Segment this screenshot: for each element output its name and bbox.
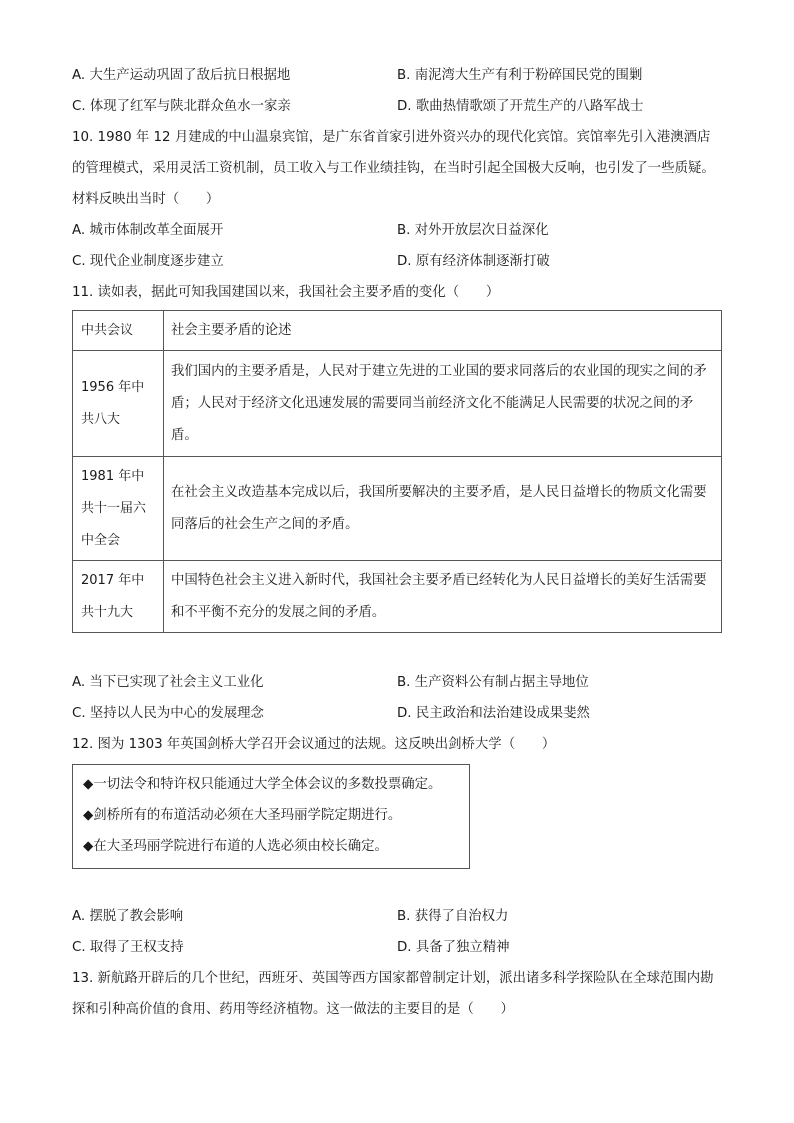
- q13-stem: 13. 新航路开辟后的几个世纪，西班牙、英国等西方国家都曾制定计划，派出诸多科学探险队在全球范围内勘探和引种高价值的食用、药用等经济植物。这一做法的主要目的是（ ）: [72, 971, 714, 1017]
- q10-option-d[interactable]: D. 原有经济体制逐渐打破: [397, 254, 550, 269]
- q9-option-d[interactable]: D. 歌曲热情歌颂了开荒生产的八路军战士: [397, 99, 644, 114]
- regulation-item: ◆剑桥所有的布道活动必须在大圣玛丽学院定期进行。: [83, 808, 402, 823]
- q11-option-b[interactable]: B. 生产资料公有制占据主导地位: [397, 675, 589, 690]
- q12-option-c[interactable]: C. 取得了王权支持: [72, 940, 184, 955]
- q11-option-c[interactable]: C. 坚持以人民为中心的发展理念: [72, 706, 264, 721]
- table-row: [73, 351, 722, 457]
- table-cell-meeting: 1981 年中共十一届六中全会: [73, 457, 164, 561]
- q12-options: [72, 901, 722, 963]
- q11-option-a[interactable]: A. 当下已实现了社会主义工业化: [72, 675, 264, 690]
- q11-table: [72, 310, 722, 633]
- q11-option-d[interactable]: D. 民主政治和法治建设成果斐然: [397, 706, 590, 721]
- q9-option-b[interactable]: B. 南泥湾大生产有利于粉碎国民党的围剿: [397, 68, 643, 83]
- q12-stem: 12. 图为 1303 年英国剑桥大学召开会议通过的法规。这反映出剑桥大学（ ）: [72, 737, 556, 752]
- q12-option-a[interactable]: A. 摆脱了教会影响: [72, 909, 184, 924]
- q9-option-a[interactable]: A. 大生产运动巩固了敌后抗日根据地: [72, 68, 291, 83]
- q9-options: [72, 60, 722, 122]
- table-header-cell: 社会主要矛盾的论述: [164, 311, 722, 351]
- q10-option-b[interactable]: B. 对外开放层次日益深化: [397, 223, 549, 238]
- q10-options: [72, 215, 722, 277]
- table-cell-statement: 在社会主义改造基本完成以后，我国所要解决的主要矛盾，是人民日益增长的物质文化需要同落后的社会生产之间的矛盾。: [164, 457, 722, 561]
- table-cell-meeting: 1956 年中共八大: [73, 351, 164, 457]
- table-cell-statement: 我们国内的主要矛盾是，人民对于建立先进的工业国的要求同落后的农业国的现实之间的矛盾；人民对于经济文化迅速发展的需要同当前经济文化不能满足人民需要的状况之间的矛盾。: [164, 351, 722, 457]
- q10-stem: 10. 1980 年 12 月建成的中山温泉宾馆，是广东省首家引进外资兴办的现代化宾馆。宾馆率先引入港澳酒店的管理模式，采用灵活工资机制，员工收入与工作业绩挂钩，在当时引起全国极大反响，也引发了一些质疑。材料反映出当时（ ）: [72, 130, 715, 207]
- exam-page: [72, 0, 722, 1025]
- q11-options: [72, 667, 722, 729]
- q10-option-a[interactable]: A. 城市体制改革全面展开: [72, 223, 224, 238]
- q12-option-b[interactable]: B. 获得了自治权力: [397, 909, 509, 924]
- table-row: [73, 561, 722, 633]
- q12-option-d[interactable]: D. 具备了独立精神: [397, 940, 510, 955]
- q11-stem: 11. 读如表，据此可知我国建国以来，我国社会主要矛盾的变化（ ）: [72, 285, 500, 300]
- table-cell-statement: 中国特色社会主义进入新时代，我国社会主要矛盾已经转化为人民日益增长的美好生活需要和不平衡不充分的发展之间的矛盾。: [164, 561, 722, 633]
- regulation-item: ◆在大圣玛丽学院进行布道的人选必须由校长确定。: [83, 839, 388, 854]
- q9-option-c[interactable]: C. 体现了红军与陕北群众鱼水一家亲: [72, 99, 291, 114]
- regulation-item: ◆一切法令和特许权只能通过大学全体会议的多数投票确定。: [83, 777, 442, 792]
- q10-option-c[interactable]: C. 现代企业制度逐步建立: [72, 254, 224, 269]
- table-cell-meeting: 2017 年中共十九大: [73, 561, 164, 633]
- table-row: [73, 457, 722, 561]
- q12-regulation-box: [72, 764, 470, 869]
- table-header-cell: 中共会议: [73, 311, 164, 351]
- table-header-row: [73, 311, 722, 351]
